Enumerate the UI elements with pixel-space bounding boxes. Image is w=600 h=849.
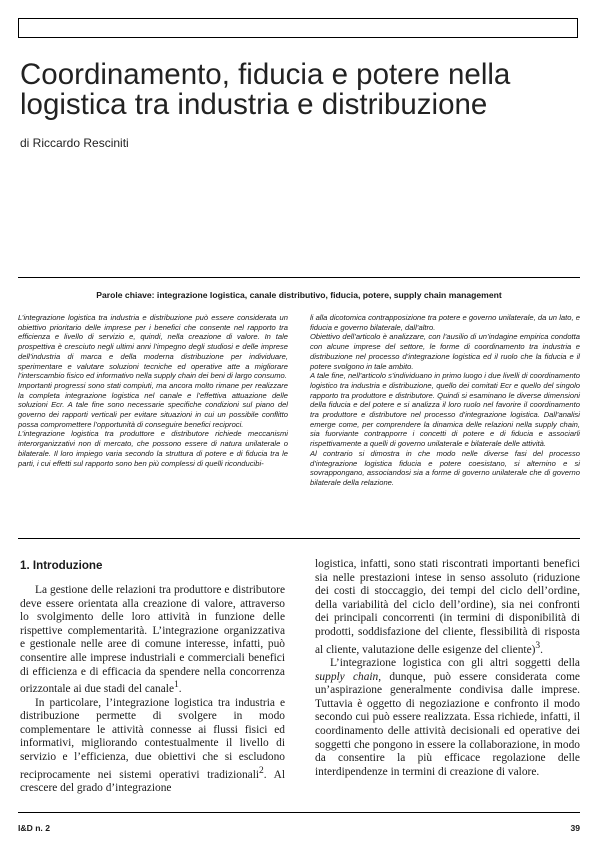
divider-footer: [18, 812, 580, 813]
body-paragraph: L’integrazione logistica con gli altri soggetti della supply chain, dunque, può essere considerata come un’aspirazione generalmente condivisa dalle imprese. Tuttavia è oggetto di negoziazione e confronto il modo secondo cui può essere realizzata. Essa richiede, infatti, il coordinamento delle attività decisionali ed operative dei soggetti che pongono in essere la collaborazione, in modo da consentire la più efficace regolazione delle interdipendenze in termini di creazione di valore.: [315, 656, 580, 778]
journal-issue: I&D n. 2: [18, 823, 50, 833]
abstract-paragraph: L’integrazione logistica tra produttore e distributore richiede meccanismi interorganizzativi non di mercato, che possono essere di natura unilaterale o bilaterale. Il loro impiego varia secondo la struttura di potere e di fiducia tra le parti, i cui effetti sul rapporto sono ben più complessi di quelli riconducibi-: [18, 429, 288, 468]
footnote-ref: 1: [174, 680, 179, 691]
divider-bottom: [18, 538, 580, 539]
abstract-paragraph: li alla dicotomica contrapposizione tra potere e governo unilaterale, da un lato, e fiducia e governo bilaterale, dall’altro.: [310, 313, 580, 332]
footnote-ref: 2: [259, 765, 264, 776]
abstract-paragraph: Importanti progressi sono stati compiuti, ma ancora molto rimane per realizzare la completa integrazione logistica nel canale e l’effettiva attuazione delle soluzioni Ecr. A tale fine sono necessarie specifiche condizioni sul piano del governo dei rapporti verticali per evitare situazioni in cui un possibile conflitto possa compromettere l’opportunità di conseguire benefici reciproci.: [18, 380, 288, 429]
body-paragraph: In particolare, l’integrazione logistica tra industria e distribuzione permette di svolgere in modo complementare le attività connesse ai flussi fisici ed informativi, migliorando contestualmente il livello di servizio e l’efficienza, due obiettivi che si escludono reciprocamente nei sistemi operativi tradizionali$^2$. Al crescere del grado d’integrazione: [20, 696, 285, 794]
divider-top: [18, 277, 580, 278]
body-paragraph: La gestione delle relazioni tra produttore e distributore deve essere orientata alla creazione di valore, attraverso lo svolgimento delle loro attività in funzione delle rispettive complementarità. L’integrazione organizzativa e gestionale nelle aree di comune interesse, infatti, può consentire alle imprese industriali e commerciali benefici di efficienza e di efficacia da spendere nella concorrenza orizzontale ai due stadi del canale$^1$.: [20, 584, 285, 695]
article-title: Coordinamento, fiducia e potere nella logistica tra industria e distribuzione: [20, 58, 511, 121]
abstract-column-left: [18, 313, 288, 468]
body-paragraph: logistica, infatti, sono stati riscontrati importanti benefici sia nelle prestazioni intese in senso assoluto (riduzione dei costi di stoccaggio, dei tempi del ciclo dell’ordine, della variabilità del ciclo dell’ordine), sia nei confronti dei principali concorrenti (in termini di disponibilità di prodotti, soddisfazione del cliente, flessibilità di risposta al cliente, valutazione delle esigenze del cliente)$^3$.: [315, 558, 580, 656]
page-number: 39: [570, 823, 580, 833]
article-author: di Riccardo Resciniti: [20, 136, 129, 150]
abstract-paragraph: Al contrario si dimostra in che modo nelle diverse fasi del processo d’integrazione logistica fiducia e potere coesistano, si alternino e si sovrappongano, associandosi sia a forme di governo unilaterale che di governo bilaterale della relazione.: [310, 448, 580, 487]
footnote-ref: 3: [535, 640, 541, 651]
abstract-paragraph: L’integrazione logistica tra industria e distribuzione può essere considerata un obiettivo prioritario delle imprese per i benefici che consente nel rapporto tra efficienza e livello di servizio e, quindi, nella creazione di valore. In tale prospettiva è cresciuto negli ultimi anni l’impegno degli studiosi e delle imprese dell’industria di marca e della moderna distribuzione per individuare, sperimentare e valutare soluzioni tecniche ed operative atte a migliorare l’interscambio fisico ed informativo nella supply chain dei beni di largo consumo.: [18, 313, 288, 381]
abstract-paragraph: A tale fine, nell’articolo s’individuano in primo luogo i due livelli di coordinamento logistico tra industria e distribuzione, quello dei comitati Ecr e quello del singolo rapporto tra produttore e distributore. Quindi si esaminano le diverse dimensioni della fiducia e del potere e si analizza il loro ruolo nel favorire il coordinamento tra produttore e distributore nel processo d’integrazione logistica. Dall’analisi emerge come, per comprendere la dinamica delle relazioni nella supply chain, sia fuorviante contrapporre i concetti di potere e di fiducia e associarli rispettivamente a quelli di governo unilaterale e bilaterale delle attività.: [310, 371, 580, 449]
body-column-right: [315, 558, 580, 779]
abstract-paragraph: Obiettivo dell’articolo è analizzare, con l’ausilio di un’indagine empirica condotta con alcune imprese del settore, le forme di coordinamento tra industria e distribuzione nel processo d’integrazione logistica ed il ruolo che la fiducia e il potere svolgono in tale ambito.: [310, 332, 580, 371]
abstract-column-right: [310, 313, 580, 488]
section-heading: 1. Introduzione: [20, 559, 103, 572]
header-frame: [18, 18, 578, 38]
keywords: Parole chiave: integrazione logistica, canale distributivo, fiducia, potere, supply chain management: [96, 290, 502, 300]
body-column-left: [20, 584, 285, 796]
